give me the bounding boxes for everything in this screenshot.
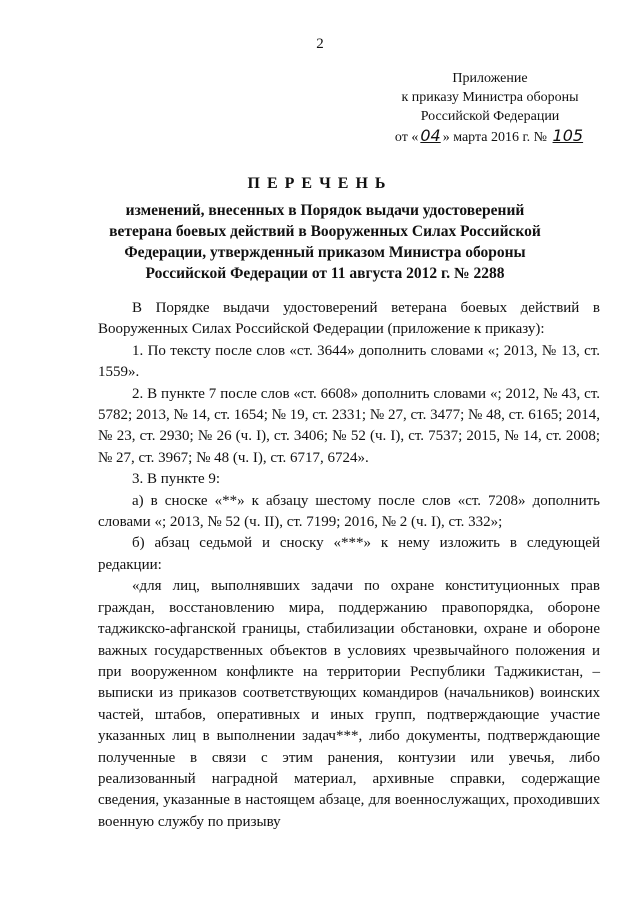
appendix-line-3: Российской Федерации (420, 109, 560, 124)
body-paragraph: 3. В пункте 9: (132, 471, 221, 488)
document-subtitle: изменений, внесенных в Порядок выдачи удостоверений ветерана боевых действий в Вооруженных Силах Российской Федерации, утвержденный приказом Министра обороны Российской Федерации от 11 августа 2012 г. № 2288 (109, 202, 541, 282)
page-number: 2 (316, 36, 324, 52)
appendix-line-2: к приказу Министра обороны (401, 90, 579, 105)
body-paragraph: б) абзац седьмой и сноску «***» к нему изложить в следующей редакции: (98, 535, 600, 573)
date-suffix: » марта 2016 г. № (442, 130, 548, 145)
handwritten-order-number: 105 (552, 126, 584, 145)
handwritten-day: 04 (420, 126, 441, 145)
document-body (98, 298, 600, 833)
body-paragraph: 2. В пункте 7 после слов «ст. 6608» дополнить словами «; 2012, № 43, ст. 5782; 2013, № 14, ст. 1654; № 19, ст. 2331; № 27, ст. 3477; № 48, ст. 6165; 2014, № 23, ст. 2930; № 26 (ч. I), ст. 3406; № 52 (ч. I), ст. 7537; 2015, № 14, ст. 2008; № 27, ст. 3967; № 48 (ч. I), ст. 6717, 6724». (98, 385, 600, 466)
body-paragraph: а) в сноске «**» к абзацу шестому после слов «ст. 7208» дополнить словами «; 2013, № 52 (ч. II), ст. 7199; 2016, № 2 (ч. I), ст. 332»; (98, 492, 600, 531)
body-paragraph: 1. По тексту после слов «ст. 3644» дополнить словами «; 2013, № 13, ст. 1559». (98, 342, 600, 381)
appendix-date-line (380, 126, 600, 147)
body-paragraph: В Порядке выдачи удостоверений ветерана боевых действий в Вооруженных Силах Российской Федерации (приложение к приказу): (98, 300, 600, 338)
appendix-line-1: Приложение (452, 71, 528, 86)
body-paragraph: «для лиц, выполнявших задачи по охране конституционных прав граждан, восстановлению мира, поддержанию правопорядка, обороне таджикско-афганской границы, стабилизации обстановки, охране и обороне важных государственных объектов в условиях чрезвычайного положения и при вооруженном конфликте на территории Республики Таджикистан, – выписки из приказов соответствующих командиров (начальников) воинских частей, штабов, оперативных и иных групп, подтверждающие участие указанных лиц в выполнении задач***, либо документы, подтверждающие полученные в связи с этим ранения, контузии или увечья, либо реализованный наградной материал, архивные справки, содержащие сведения, указанные в настоящем абзаце, для военнослужащих, проходивших военную службу по призыву (98, 578, 600, 830)
date-prefix: от « (394, 130, 419, 145)
appendix-block (380, 69, 600, 147)
document-title: ПЕРЕЧЕНЬ (247, 175, 393, 192)
